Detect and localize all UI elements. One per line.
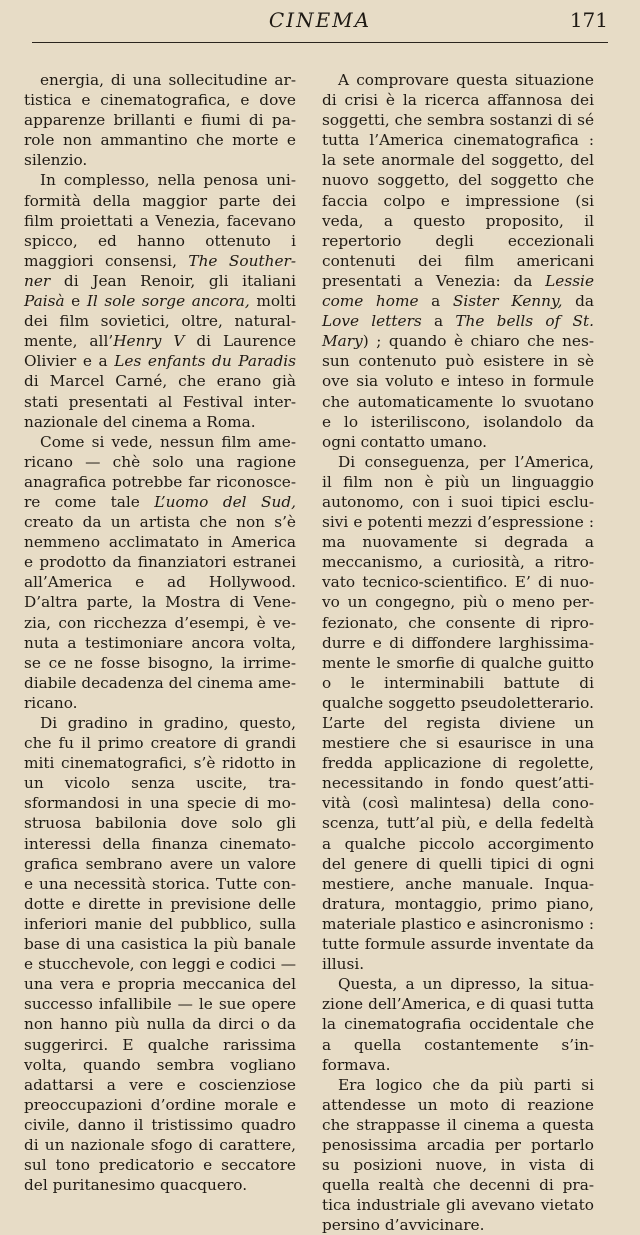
text-run: Di gradino in gradino, questo, che fu il primo creatore di grandi miti cinematografici, s’è ridotto in un vicolo senza uscite, trasformandosi in una specie di mostruosa babilonia dove solo gli interessi della finanza cinematografica sembrano avere un valore e una necessità storica. Tutte condotte e dirette in previsione delle inferiori manie del pubblico, sulla base di una casistica la più banale e stucchevole, con leggi e codici — una vera e propria meccanica del successo infallibile — le sue opere non hanno più nulla da dirci o da suggerirci. E qualche rarissima volta, quando sembra vogliano adattarsi a vere e coscienziose preoccupazioni d’ordine morale e civile, danno il tristissimo quadro di un nazionale sfogo di carattere, sul tono predicatorio e seccatore del puritanesimo quacquero. xyxy=(24,714,296,1195)
paragraph xyxy=(24,170,296,431)
text-run: Di conseguenza, per l’America, il film non è più un linguaggio autonomo, con i suoi tipici esclusivi e potenti mezzi d’espressione : ma nuovamente si degrada a meccanismo, a curiosità, a ritrovato tecnico-scientifico. E’ di nuovo un congegno, più o meno perfezionato, che consente di riprodurre e di diffondere larghissimamente le smorfie di qualche guitto o le interminabili battute di qualche soggetto pseudoletterario. L’arte del regista diviene un mestiere che si esaurisce in una fredda applicazione di regolette, necessitando in fondo quest’attività (così malintesa) della conoscenza, tutt’al più, e della fedeltà a qualche piccolo accorgimento del genere di quelli tipici di ogni mestiere, anche manuale. Inquadratura, montaggio, primo piano, materiale plastico e asincronismo : tutte formule assurde inventate da illusi. xyxy=(322,452,594,974)
paragraph xyxy=(24,70,296,170)
text-run: A comprovare questa situazione di crisi è la ricerca affannosa dei soggetti, che sembra sostanzi di sé tutta l’America cinematografica : la sete anormale del soggetto, del nuovo soggetto, del soggetto che faccia colpo e impressione (si veda, a questo proposito, il repertorio degli eccezionali contenuti dei film americani presentati a Venezia: da xyxy=(322,71,594,290)
italic-title: Paisà xyxy=(24,292,65,311)
paragraph xyxy=(322,974,594,1074)
text-run: Era logico che da più parti si attendesse un moto di reazione che strappasse il cinema a questa penosissima arcadia per portarlo su posizioni nuove, in vista di quella realtà che decenni di pratica industriale gli avevano vietato persino d’avvicinare. xyxy=(322,1075,594,1235)
paragraph xyxy=(322,1075,594,1235)
italic-title: Il sole sorge ancora, xyxy=(86,292,250,311)
paragraph xyxy=(322,452,594,974)
text-run: creato da un artista che non s’è nemmeno acclimatato in America e prodotto da finanziatori estranei all’America e ad Hollywood. D’altra parte, la Mostra di Venezia, con ricchezza d’esempi, è venuta a testimoniare ancora volta, se ce ne fosse bisogno, la irrimediabile decadenza del cinema americano. xyxy=(24,513,296,712)
paragraph xyxy=(24,713,296,1195)
header-rule xyxy=(32,42,608,43)
text-run: Come si vede, nessun film americano — chè solo una ragione anagrafica potrebbe far riconoscere come tale xyxy=(24,432,296,511)
italic-title: Henry V xyxy=(113,332,185,351)
text-run: a xyxy=(421,312,456,331)
text-run: a xyxy=(418,292,453,311)
running-title: CINEMA xyxy=(268,8,372,32)
page-number: 171 xyxy=(569,8,608,32)
paragraph xyxy=(322,70,594,452)
text-run: molti dei film sovietici, oltre, naturalmente, all’ xyxy=(24,292,296,351)
italic-title: Lessie come home xyxy=(322,271,594,311)
right-column xyxy=(322,70,594,1235)
text-run: In complesso, nella penosa uniformità della maggior parte dei film proiettati a Venezia, facevano spicco, ed hanno ottenuto i maggiori consensi, xyxy=(24,171,296,270)
italic-title: The Southerner xyxy=(24,251,296,290)
italic-title: The bells of St. Mary xyxy=(322,312,594,351)
text-run: di Jean Renoir, gli italiani xyxy=(50,271,296,290)
left-column xyxy=(24,70,296,1195)
text-run: da xyxy=(562,292,594,311)
running-head xyxy=(32,8,608,36)
italic-title: Love letters xyxy=(322,312,422,331)
paragraph xyxy=(24,432,296,713)
text-run: di Laurence Olivier e a xyxy=(24,332,296,371)
text-run: Questa, a un dipresso, la situazione dell’America, e di quasi tutta la cinematografia occidentale che a quella costantemente s’informava. xyxy=(322,975,594,1074)
italic-title: Les enfants du Paradis xyxy=(114,352,296,371)
italic-title: Sister Kenny, xyxy=(452,292,563,311)
text-run: di Marcel Carné, che erano già stati presentati al Festival internazionale del cinema a Roma. xyxy=(24,372,296,431)
text-run: ) ; quando è chiaro che nessun contenuto può esistere in sè ove sia voluto e inteso in formule che automaticamente lo svuotano e lo isteriliscono, isolandolo da ogni contatto umano. xyxy=(322,332,594,451)
text-run: energia, di una sollecitudine artistica e cinematografica, e dove apparenze brillanti e fiumi di parole non ammantino che morte e silenzio. xyxy=(24,71,296,170)
text-run: e xyxy=(64,292,87,311)
italic-title: L’uomo del Sud, xyxy=(154,492,297,511)
